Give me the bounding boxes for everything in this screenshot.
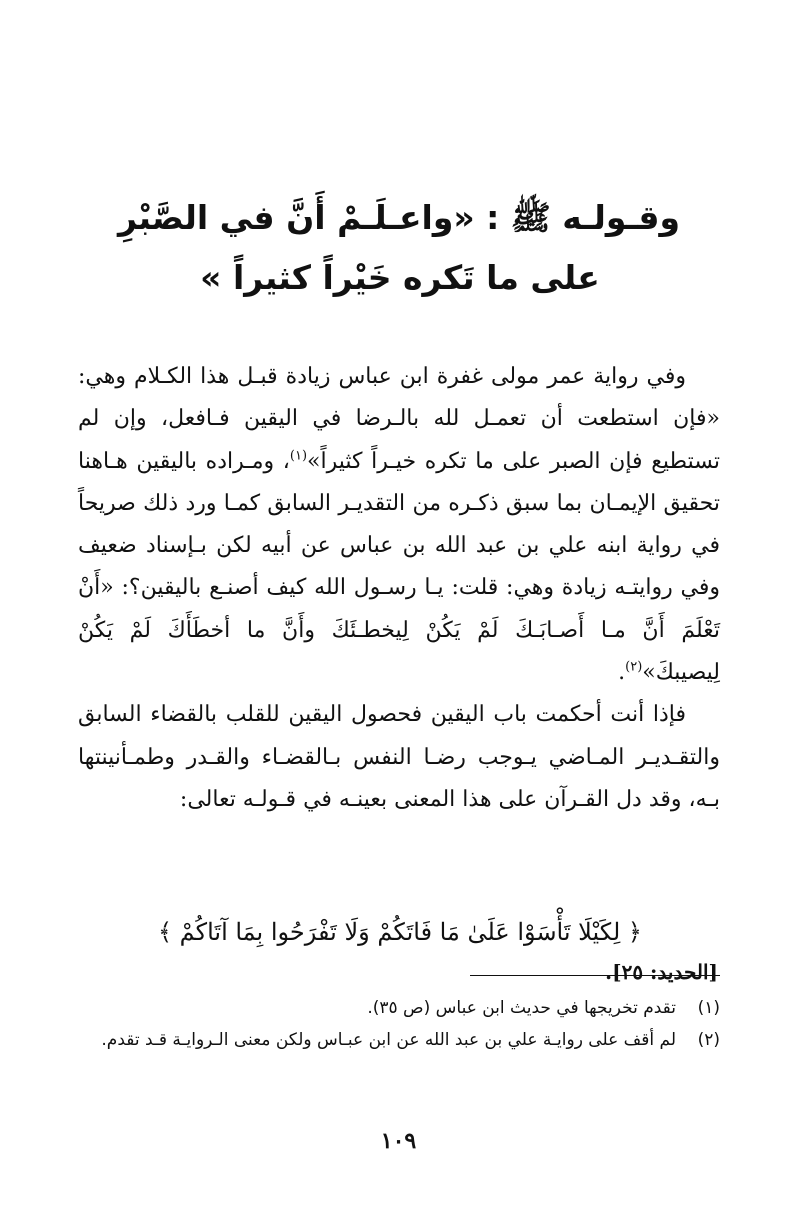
footnotes (80, 992, 720, 1056)
footnote-marker-1: (١) (289, 448, 308, 464)
paragraph-2: فإذا أنت أحكمت باب اليقين فحصول اليقين للقلب بالقضاء السابق والتقـديـر المـاضي يـوجب رضـا النفس بـالقضـاء والقـدر وطمـأنينتها بـه، وقد دل القـرآن على هذا المعنى بعينـه في قـولـه تعالى: (78, 702, 720, 812)
paragraph-1-part-2: ، ومـراده باليقين هـاهنا تحقيق الإيمـان بما سبق ذكـره من التقديـر السابق كمـا ورد ذلك صريحاً في رواية ابنه علي بن عبد الله بن عباس عن أبيه لكن بـإسناد ضعيف وفي روايتـه زيادة وهي: قلت: يـا رسـول الله كيف أصنـع باليقين؟: «أَنْ تَعْلَمَ أَنَّ مـا أَصـابَـكَ لَمْ يَكُنْ لِيخطـئَكَ وأَنَّ ما أخطَأَكَ لَمْ يَكُنْ لِيصيبكَ» (78, 448, 720, 686)
page-number: ١٠٩ (380, 1128, 417, 1154)
footnote-1 (80, 992, 720, 1024)
footnote-2 (80, 1024, 720, 1056)
body-text (78, 356, 720, 821)
paragraph-1-part-3: . (618, 660, 626, 686)
section-heading (117, 188, 680, 308)
paragraph-1-part-1: وفي رواية عمر مولى غفرة ابن عباس زيادة قبـل هذا الكـلام وهي: «فإن استطعت أن تعمـل لله بالـرضا في اليقين فـافعل، وإن لم تستطيع فإن الصبر على ما تكره خيـراً كثيراً» (78, 364, 720, 474)
heading-line-1: وقـولـه ﷺ : «واعـلَـمْ أَنَّ في الصَّبْرِ (117, 198, 680, 237)
footnote-2-text: لم أقف على روايـة علي بن عبد الله عن ابن عبـاس ولكن معنى الـروايـة قـد تقدم. (101, 1030, 676, 1050)
paragraph-1 (78, 356, 720, 694)
footnote-1-number: (١) (697, 998, 720, 1018)
footnote-divider (470, 975, 720, 976)
verse-reference: [الحديد: ٢٥]. (605, 960, 718, 984)
footnote-2-number: (٢) (697, 1030, 720, 1050)
footnote-1-text: تقدم تخريجها في حديث ابن عباس (ص ٣٥). (367, 998, 676, 1018)
quran-verse: ﴿ لِكَيْلَا تَأْسَوْا عَلَىٰ مَا فَاتَكُمْ وَلَا تَفْرَحُوا بِمَا آتَاكُمْ ﴾ (157, 918, 642, 946)
footnote-marker-2: (٢) (625, 659, 643, 675)
heading-line-2: على ما تَكره خَيْراً كثيراً » (200, 258, 600, 297)
